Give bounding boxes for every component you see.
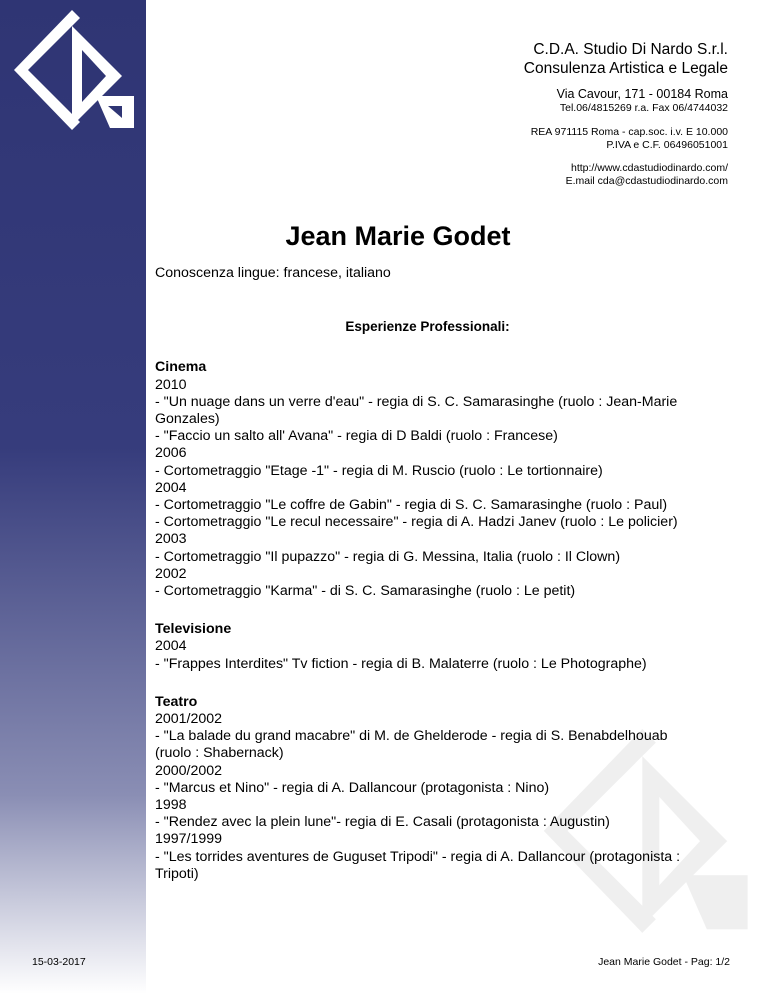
category-teatro [155,694,690,883]
year-line: 2004 [155,479,187,496]
year-line: 2002 [155,565,187,582]
year-line: 2003 [155,531,187,548]
credit-line: - "Marcus et Nino" - regia di A. Dallancour (protagonista : Nino) [155,779,550,796]
year-line: 1997/1999 [155,831,223,848]
footer-page-number: Jean Marie Godet - Pag: 1/2 [598,956,730,968]
section-heading: Esperienze Professionali: [345,319,510,335]
category-title: Cinema [155,359,207,376]
credit-line: - Cortometraggio "Karma" - di S. C. Samarasinghe (ruolo : Le petit) [155,583,576,600]
credit-line: - Cortometraggio "Le coffre de Gabin" - regia di S. C. Samarasinghe (ruolo : Paul) [155,497,668,514]
company-website[interactable]: http://www.cdastudiodinardo.com/ [571,161,728,174]
year-line: 2006 [155,445,187,462]
year-line: 2001/2002 [155,711,223,728]
languages-line: Conoscenza lingue: francese, italiano [155,265,391,281]
cda-logo [0,0,146,146]
category-cinema [155,359,690,600]
person-name: Jean Marie Godet [285,221,511,251]
credit-line: - "Rendez avec la plein lune"- regia di E. Casali (protagonista : Augustin) [155,814,610,831]
credit-line: - "Frappes Interdites" Tv fiction - regia di B. Malaterre (ruolo : Le Photographe) [155,655,647,672]
cv-content [155,265,690,904]
company-rea: REA 971115 Roma - cap.soc. i.v. E 10.000 [530,125,728,138]
sidebar-band [0,0,146,994]
credit-line: - Cortometraggio "Il pupazzo" - regia di G. Messina, Italia (ruolo : Il Clown) [155,548,621,565]
company-header [524,40,728,188]
company-email[interactable]: E.mail cda@cdastudiodinardo.com [565,174,728,187]
experience-list [155,359,690,883]
year-line: 1998 [155,797,187,814]
company-subtitle: Consulenza Artistica e Legale [523,60,728,78]
company-vat: P.IVA e C.F. 06496051001 [606,138,728,151]
credit-line: - "La balade du grand macabre" di M. de Ghelderode - regia di S. Benabdelhouab (ruolo : Shabernack) [155,728,668,762]
year-line: 2000/2002 [155,762,223,779]
credit-line: - Cortometraggio "Le recul necessaire" - regia di A. Hadzi Janev (ruolo : Le policier) [155,514,678,531]
year-line: 2010 [155,376,187,393]
credit-line: - "Un nuage dans un verre d'eau" - regia di S. C. Samarasinghe (ruolo : Jean-Marie Gonzales) [155,393,678,428]
category-title: Televisione [155,621,232,638]
credit-line: - Cortometraggio "Etage -1" - regia di M. Ruscio (ruolo : Le tortionnaire) [155,462,603,479]
company-phone: Tel.06/4815269 r.a. Fax 06/4744032 [559,102,728,115]
year-line: 2004 [155,638,187,655]
credit-line: - "Faccio un salto all' Avana" - regia di D Baldi (ruolo : Francese) [155,428,558,445]
company-address: Via Cavour, 171 - 00184 Roma [556,86,728,101]
category-title: Teatro [155,693,198,710]
company-name: C.D.A. Studio Di Nardo S.r.l. [533,41,728,58]
footer-date: 15-03-2017 [32,956,86,968]
category-televisione [155,621,690,673]
credit-line: - "Les torrides aventures de Guguset Tripodi" - regia di A. Dallancour (protagonista : Tripoti) [155,848,681,882]
